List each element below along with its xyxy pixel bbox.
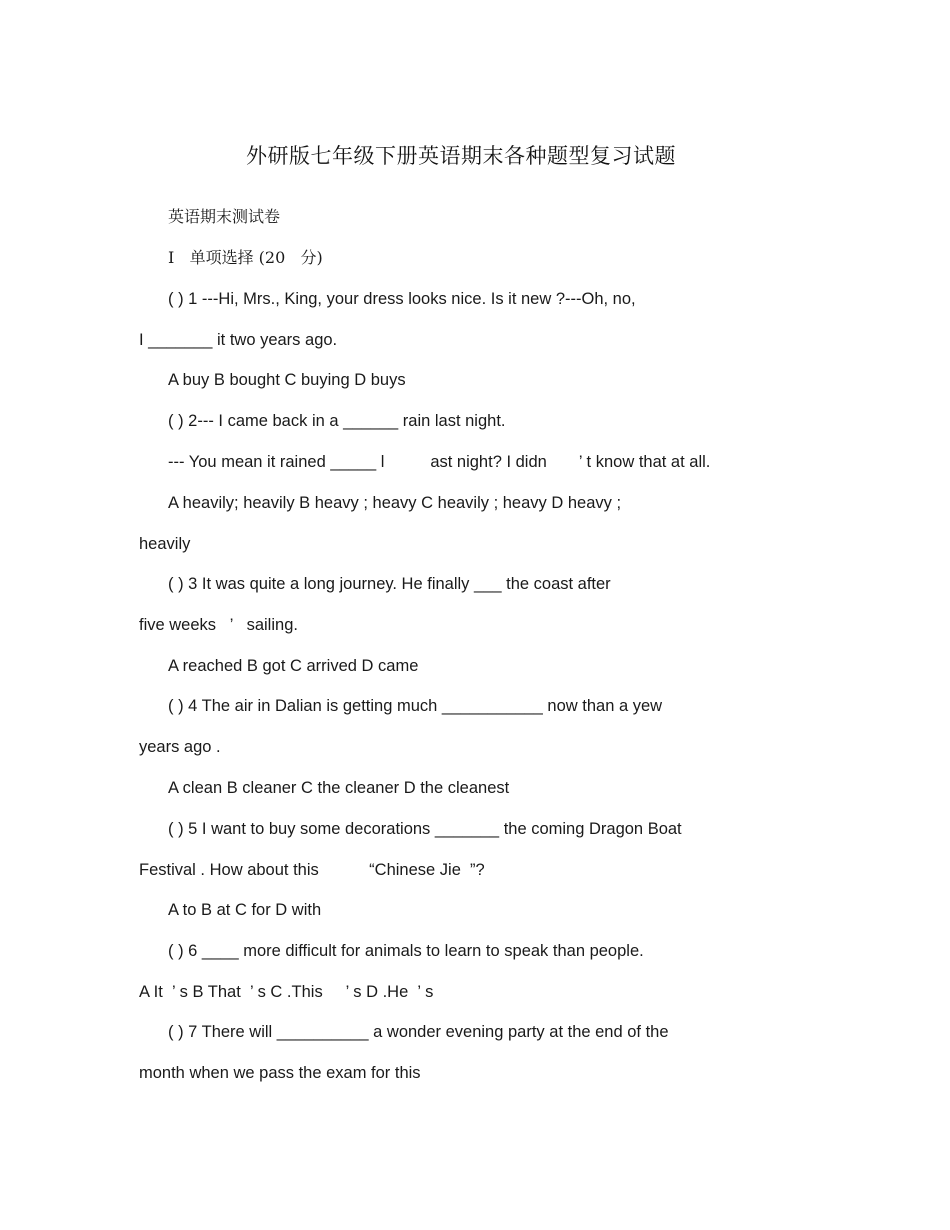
question-4-line-1: ( ) 4 The air in Dalian is getting much ___________ now than a yew (168, 697, 663, 715)
question-3-line-2: five weeks ’ sailing. (139, 616, 298, 634)
question-7-line-1: ( ) 7 There will __________ a wonder evening party at the end of the (168, 1023, 669, 1041)
document-title: 外研版七年级下册英语期末各种题型复习试题 (246, 144, 676, 168)
question-1-line-1: ( ) 1 ---Hi, Mrs., King, your dress looks nice. Is it new ?---Oh, no, (168, 290, 636, 308)
question-2-line-1: ( ) 2--- I came back in a ______ rain last night. (168, 412, 506, 430)
question-5-line-2: Festival . How about this “Chinese Jie ”? (139, 861, 485, 879)
question-3-options: A reached B got C arrived D came (168, 657, 419, 675)
section-heading: I 单项选择 (20 分) (168, 248, 323, 267)
question-4-options: A clean B cleaner C the cleaner D the cleanest (168, 779, 510, 797)
question-2-options-cont: heavily (139, 535, 191, 553)
question-5-options: A to B at C for D with (168, 901, 322, 919)
question-6-options: A It ’ s B That ’ s C .This ’ s D .He ’ s (139, 983, 434, 1001)
question-3-line-1: ( ) 3 It was quite a long journey. He finally ___ the coast after (168, 575, 611, 593)
question-1-options: A buy B bought C buying D buys (168, 371, 406, 389)
question-4-line-2: years ago . (139, 738, 221, 756)
question-5-line-1: ( ) 5 I want to buy some decorations _______ the coming Dragon Boat (168, 820, 682, 838)
exam-subtitle: 英语期末测试卷 (168, 207, 281, 226)
question-6-line-1: ( ) 6 ____ more difficult for animals to learn to speak than people. (168, 942, 644, 960)
question-1-line-2: I _______ it two years ago. (139, 331, 338, 349)
question-2-options: A heavily; heavily B heavy ; heavy C heavily ; heavy D heavy ; (168, 494, 622, 512)
question-2-line-2: --- You mean it rained _____ l ast night? I didn ’ t know that at all. (168, 453, 711, 471)
question-7-line-2: month when we pass the exam for this (139, 1064, 421, 1082)
